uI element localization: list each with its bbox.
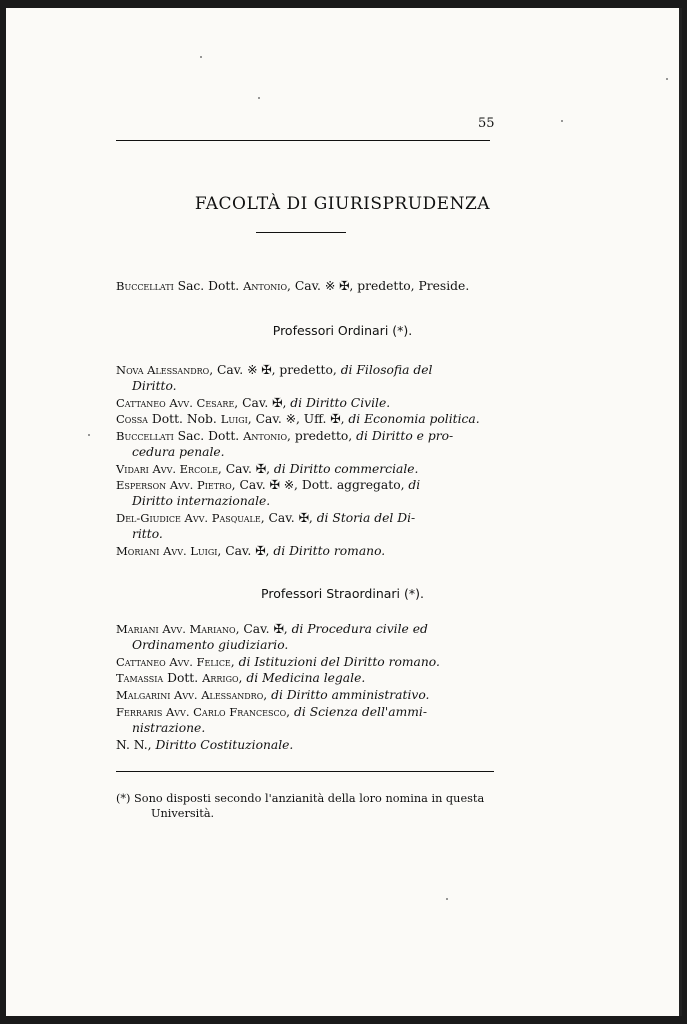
- professor-subject: di Diritto amministrativo.: [271, 688, 430, 702]
- professor-subject: di Scienza dell'ammi-: [294, 705, 428, 719]
- scan-speck: [258, 97, 260, 99]
- professor-name: Mariani Avv. Mariano: [116, 622, 236, 636]
- list-item: [116, 428, 494, 444]
- professor-name: Nova Alessandro: [116, 363, 210, 377]
- professor-surname: Buccellati: [116, 429, 174, 443]
- list-item: [116, 461, 494, 477]
- list-item: [116, 395, 494, 411]
- preside-title: Sac. Dott.: [173, 279, 244, 293]
- professor-titles: ,: [263, 688, 272, 702]
- list-item: [116, 362, 494, 378]
- page-number: 55: [478, 116, 495, 131]
- professor-name: Vidari Avv. Ercole: [116, 462, 218, 476]
- professor-name: Ferraris Avv. Carlo Francesco: [116, 705, 287, 719]
- professor-surname: Tamassia: [116, 671, 164, 685]
- scan-speck: [88, 434, 90, 436]
- document-page: [6, 8, 682, 1016]
- professor-name: Cattaneo Avv. Cesare: [116, 396, 235, 410]
- professor-honors: , predetto,: [287, 429, 357, 443]
- scan-speck: [446, 898, 448, 900]
- preside-firstname: Antonio: [243, 279, 288, 293]
- professor-firstname: Arrigo: [202, 671, 239, 685]
- professor-honors: , Cav. ※, Uff. ✠,: [247, 412, 349, 426]
- list-item: [116, 670, 494, 686]
- professor-subject: di Medicina legale.: [246, 671, 366, 685]
- list-item: [116, 510, 494, 526]
- professor-titles: , Cav. ✠,: [217, 462, 274, 476]
- footnote-line-2: Università.: [151, 807, 215, 820]
- heading-ordinari: Professori Ordinari (*).: [272, 323, 413, 338]
- professor-name: Del-Giudice Avv. Pasquale: [116, 511, 261, 525]
- professor-titles: , Cav. ✠,: [217, 544, 274, 558]
- professor-subject: di: [408, 478, 421, 492]
- professor-subject: di Istituzioni del Diritto romano.: [238, 655, 440, 669]
- professor-name: Cattaneo Avv. Felice: [116, 655, 231, 669]
- professor-titles: , Cav. ✠ ※, Dott. aggregato,: [231, 478, 409, 492]
- title-underline: [256, 232, 346, 233]
- professor-titles: Sac. Dott.: [173, 429, 244, 443]
- list-item: [116, 411, 494, 427]
- footnote-line-1: (*) Sono disposti secondo l'anzianità della loro nomina in questa: [116, 792, 485, 805]
- professor-titles: ,: [286, 705, 294, 719]
- professor-surname: Cossa: [116, 412, 148, 426]
- professor-titles: ,: [230, 655, 239, 669]
- list-item-continuation: Diritto internazionale.: [132, 494, 271, 508]
- professor-name: N. N.,: [116, 738, 156, 752]
- scan-speck: [561, 120, 563, 122]
- list-item: [116, 621, 494, 637]
- list-item: [116, 654, 494, 670]
- list-item: [116, 704, 494, 720]
- professor-name: Malgarini Avv. Alessandro: [116, 688, 264, 702]
- professor-subject: di Economia politica.: [348, 412, 480, 426]
- scan-speck: [200, 56, 202, 58]
- preside-role: , Cav. ※ ✠, predetto, Preside.: [287, 279, 470, 293]
- list-item-continuation: cedura penale.: [132, 445, 225, 459]
- professor-honors: ,: [238, 671, 247, 685]
- professor-titles: , Cav. ✠,: [260, 511, 317, 525]
- footnote-rule: [116, 771, 494, 772]
- professor-firstname: Antonio: [243, 429, 288, 443]
- heading-straordinari: Professori Straordinari (*).: [261, 586, 424, 601]
- professor-titles: , Cav. ✠,: [235, 622, 292, 636]
- professor-subject: di Diritto Civile.: [290, 396, 391, 410]
- professor-titles: , Cav. ✠,: [234, 396, 291, 410]
- header-rule: [116, 140, 490, 141]
- professor-titles: , Cav. ※ ✠, predetto,: [209, 363, 341, 377]
- preside-surname: Buccellati: [116, 279, 174, 293]
- list-item-continuation: Ordinamento giudiziario.: [132, 638, 289, 652]
- list-item: [116, 687, 494, 703]
- list-item: [116, 543, 494, 559]
- professor-subject: di Diritto e pro-: [356, 429, 454, 443]
- professor-subject: di Diritto commerciale.: [273, 462, 419, 476]
- professor-titles: Dott. Nob.: [147, 412, 221, 426]
- list-item: [116, 737, 494, 753]
- professor-name: Esperson Avv. Pietro: [116, 478, 232, 492]
- preside-line: [116, 278, 494, 294]
- list-item-continuation: Diritto.: [132, 379, 177, 393]
- professor-name: Moriani Avv. Luigi: [116, 544, 218, 558]
- list-item-continuation: ritto.: [132, 527, 163, 541]
- professor-subject: Diritto Costituzionale.: [155, 738, 294, 752]
- list-item: [116, 477, 494, 493]
- list-item-continuation: nistrazione.: [132, 721, 206, 735]
- professor-subject: di Diritto romano.: [273, 544, 386, 558]
- professor-firstname: Luigi: [220, 412, 248, 426]
- page-title: FACOLTÀ DI GIURISPRUDENZA: [194, 194, 491, 214]
- professor-subject: di Filosofia del: [340, 363, 433, 377]
- professor-titles: Dott.: [163, 671, 203, 685]
- professor-subject: di Storia del Di-: [316, 511, 416, 525]
- professor-subject: di Procedura civile ed: [291, 622, 428, 636]
- scan-speck: [666, 78, 668, 80]
